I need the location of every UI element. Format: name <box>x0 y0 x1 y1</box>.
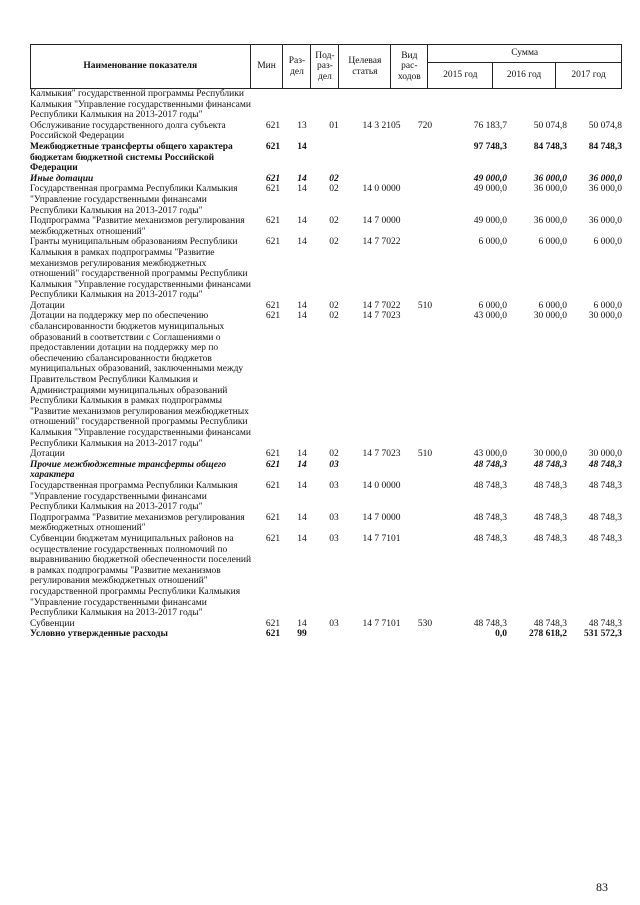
sum-2017-cell: 48 748,3 <box>588 618 622 629</box>
min-cell: 621 <box>265 216 281 227</box>
statya-cell <box>354 174 409 185</box>
statya-cell: 14 7 7023 <box>362 449 401 460</box>
sum-2016-cell: 48 748,3 <box>533 533 567 544</box>
sum-2016-cell: 36 000,0 <box>533 184 567 195</box>
statya-cell <box>354 629 409 640</box>
header-razdel: Раз-дел <box>283 45 311 89</box>
name: Дотации <box>30 449 65 460</box>
podrazdel-cell: 02 <box>329 184 339 195</box>
sum-2015-cell: 48 748,3 <box>473 533 507 544</box>
vid-cell <box>409 311 441 449</box>
podrazdel-cell: 03 <box>329 459 339 470</box>
name: Обслуживание государственного долга субъекта Российской Федерации <box>30 120 226 142</box>
sum-2016-cell: 48 748,3 <box>533 459 567 470</box>
name: Субвенции <box>30 618 75 629</box>
sum-2016-cell <box>507 89 567 121</box>
sum-2017-cell <box>567 89 622 121</box>
header-podrazdel: Под-раз-дел <box>311 45 339 89</box>
name: Подпрограмма "Развитие механизмов регулирования межбюджетных отношений" <box>30 216 245 237</box>
name: Дотации на поддержку мер по обеспечению сбалансированности бюджетов муниципальных образований в соответствии с Соглашениями о предоставлении дотации на поддержку мер по обеспечению сбалансированности бюджетов муниципальных образований, заключенными между Правительством Республики Калмыкия и Администрациями муниципальных образований Республики Калмыкия в рамках подпрограммы "Развитие механизмов регулирования межбюджетных отношений" государственной программы Республики Калмыкия "Управление государственными финансами Республики Калмыкия на 2013-2017 годы" <box>30 311 251 449</box>
sum-2017-cell: 30 000,0 <box>588 311 622 322</box>
vid-cell <box>409 460 441 481</box>
min-cell: 621 <box>265 311 281 322</box>
sum-2016-cell: 30 000,0 <box>533 311 567 322</box>
podrazdel-cell: 02 <box>329 300 339 311</box>
header-name: Наименование показателя <box>31 45 251 89</box>
table-row <box>30 237 622 301</box>
statya-cell: 14 3 2105 <box>362 120 401 131</box>
sum-2015-cell: 97 748,3 <box>473 141 507 152</box>
razdel-cell: 14 <box>297 311 307 322</box>
name: Условно утвержденные расходы <box>30 629 168 640</box>
statya-cell: 14 7 7101 <box>362 618 401 629</box>
sum-2015-cell <box>441 89 507 121</box>
sum-2016-cell: 50 074,8 <box>533 120 567 131</box>
table-row <box>30 121 622 142</box>
podrazdel-cell: 02 <box>329 237 339 248</box>
header-statya: Целевая статья <box>339 45 391 89</box>
header-2017: 2017 год <box>556 63 622 89</box>
vid-cell <box>409 629 441 640</box>
table-row <box>30 184 622 216</box>
sum-2015-cell: 49 000,0 <box>473 184 507 195</box>
statya-cell: 14 7 7023 <box>362 311 401 322</box>
table-row <box>30 481 622 513</box>
sum-2016-cell: 48 748,3 <box>533 512 567 523</box>
podrazdel-cell: 02 <box>329 216 339 227</box>
min-cell: 621 <box>265 512 281 523</box>
razdel-cell: 99 <box>297 629 307 640</box>
table-row <box>30 311 622 449</box>
podrazdel-cell: 03 <box>329 480 339 491</box>
razdel-cell: 14 <box>297 216 307 227</box>
vid-cell: 720 <box>417 120 433 131</box>
podrazdel-cell: 01 <box>329 120 339 131</box>
table-row <box>30 89 622 121</box>
podrazdel-cell <box>314 629 354 640</box>
table-row <box>30 301 622 312</box>
name: Калмыкия" государственной программы Республики Калмыкия "Управление государственными финансами Республики Калмыкия на 2013-2017 годы" <box>30 89 251 121</box>
sum-2015-cell: 6 000,0 <box>478 300 507 311</box>
vid-cell <box>409 237 441 301</box>
vid-cell <box>409 184 441 216</box>
min-cell: 621 <box>265 184 281 195</box>
min-cell: 621 <box>265 618 281 629</box>
sum-2016-cell: 6 000,0 <box>538 300 567 311</box>
name: Государственная программа Республики Калмыкия "Управление государственными финансами Республики Калмыкия на 2013-2017 годы" <box>30 184 238 216</box>
statya-cell <box>354 142 409 174</box>
statya-cell: 14 7 0000 <box>362 216 401 227</box>
table-row <box>30 216 622 237</box>
min-cell: 621 <box>265 533 281 544</box>
sum-2015-cell: 76 183,7 <box>473 120 507 131</box>
sum-2016-cell: 36 000,0 <box>533 173 567 184</box>
sum-2016-cell: 48 748,3 <box>533 480 567 491</box>
min-cell: 621 <box>265 237 281 248</box>
table-row <box>30 629 622 640</box>
page-number: 83 <box>596 880 608 894</box>
min-cell: 621 <box>265 629 281 640</box>
statya-cell: 14 7 7022 <box>362 237 401 248</box>
sum-2017-cell: 36 000,0 <box>588 216 622 227</box>
sum-2017-cell: 6 000,0 <box>593 300 622 311</box>
podrazdel-cell: 02 <box>329 449 339 460</box>
sum-2015-cell: 43 000,0 <box>473 449 507 460</box>
razdel-cell: 14 <box>297 533 307 544</box>
table-header <box>30 44 622 89</box>
razdel-cell: 14 <box>297 449 307 460</box>
header-2015: 2015 год <box>428 63 493 89</box>
statya-cell <box>354 89 409 121</box>
sum-2015-cell: 48 748,3 <box>473 512 507 523</box>
sum-2015-cell: 49 000,0 <box>473 173 507 184</box>
vid-cell <box>409 481 441 513</box>
statya-cell <box>354 460 409 481</box>
sum-2017-cell: 36 000,0 <box>588 173 622 184</box>
vid-cell: 510 <box>417 449 433 460</box>
table-row <box>30 513 622 534</box>
razdel-cell: 14 <box>297 173 307 184</box>
header-2016: 2016 год <box>493 63 556 89</box>
table-row <box>30 534 622 619</box>
table-row <box>30 460 622 481</box>
min-cell <box>256 89 290 121</box>
sum-2017-cell: 36 000,0 <box>588 184 622 195</box>
sum-2015-cell: 43 000,0 <box>473 311 507 322</box>
header-min: Мин <box>250 45 283 89</box>
sum-2017-cell: 48 748,3 <box>588 533 622 544</box>
podrazdel-cell: 03 <box>329 618 339 629</box>
razdel-cell: 14 <box>297 459 307 470</box>
razdel-cell: 14 <box>297 512 307 523</box>
table-row <box>30 142 622 174</box>
sum-2015-cell: 48 748,3 <box>473 480 507 491</box>
min-cell: 621 <box>265 300 281 311</box>
vid-cell <box>409 142 441 174</box>
min-cell: 621 <box>265 120 281 131</box>
sum-2017-cell: 531 572,3 <box>584 629 622 640</box>
table-row <box>30 619 622 630</box>
sum-2017-cell: 48 748,3 <box>588 459 622 470</box>
table-row <box>30 174 622 185</box>
statya-cell: 14 7 0000 <box>362 512 401 523</box>
vid-cell <box>409 174 441 185</box>
statya-cell: 14 0 0000 <box>362 480 401 491</box>
sum-2017-cell: 50 074,8 <box>588 120 622 131</box>
razdel-cell <box>290 89 314 121</box>
sum-2016-cell: 36 000,0 <box>533 216 567 227</box>
sum-2016-cell: 48 748,3 <box>533 618 567 629</box>
name: Иные дотации <box>30 173 94 184</box>
sum-2016-cell: 278 618,2 <box>529 629 567 640</box>
sum-2016-cell: 30 000,0 <box>533 449 567 460</box>
name: Дотации <box>30 300 65 311</box>
razdel-cell: 14 <box>297 141 307 152</box>
razdel-cell: 14 <box>297 618 307 629</box>
sum-2016-cell: 84 748,3 <box>533 141 567 152</box>
podrazdel-cell: 03 <box>329 512 339 523</box>
razdel-cell: 14 <box>297 480 307 491</box>
sum-2015-cell: 49 000,0 <box>473 216 507 227</box>
min-cell: 621 <box>265 459 281 470</box>
podrazdel-cell: 03 <box>329 533 339 544</box>
vid-cell <box>409 89 441 121</box>
name: Подпрограмма "Развитие механизмов регулирования межбюджетных отношений" <box>30 512 245 534</box>
sum-2015-cell: 48 748,3 <box>473 618 507 629</box>
podrazdel-cell: 02 <box>329 311 339 322</box>
name: Гранты муниципальным образованиям Республики Калмыкия в рамках подпрограммы "Развитие механизмов регулирования межбюджетных отношений" государственной программы Республики Калмыкия "Управление государственными финансами Республики Калмыкия на 2013-2017 годы" <box>30 237 251 301</box>
statya-cell: 14 0 0000 <box>362 184 401 195</box>
min-cell: 621 <box>265 141 281 152</box>
min-cell: 621 <box>265 480 281 491</box>
vid-cell <box>409 513 441 534</box>
header-vid: Вид рас-ходов <box>391 45 428 89</box>
header-summa: Сумма <box>428 45 622 63</box>
sum-2015-cell: 0,0 <box>495 629 507 640</box>
razdel-cell: 14 <box>297 300 307 311</box>
podrazdel-cell <box>314 142 354 174</box>
vid-cell <box>409 216 441 237</box>
sum-2016-cell: 6 000,0 <box>538 237 567 248</box>
table-body <box>30 89 622 640</box>
vid-cell: 510 <box>417 300 433 311</box>
name: Субвенции бюджетам муниципальных районов на осуществление государственных полномочий по выравниванию бюджетной обеспеченности поселений в рамках подпрограммы "Развитие механизмов регулирования межбюджетных отношений" государственной программы Республики Калмыкия "Управление государственными финансами Республики Калмыкия на 2013-2017 годы" <box>30 533 252 619</box>
razdel-cell: 14 <box>297 237 307 248</box>
name: Прочие межбюджетные трансферты общего характера <box>30 459 227 481</box>
podrazdel-cell <box>314 89 354 121</box>
table-row <box>30 449 622 460</box>
sum-2017-cell: 30 000,0 <box>588 449 622 460</box>
statya-cell: 14 7 7101 <box>362 533 401 544</box>
min-cell: 621 <box>265 173 281 184</box>
name: Государственная программа Республики Калмыкия "Управление государственными финансами Республики Калмыкия на 2013-2017 годы" <box>30 480 238 513</box>
name: Межбюджетные трансферты общего характера бюджетам бюджетной системы Российской Федерации <box>30 141 233 174</box>
razdel-cell: 14 <box>297 184 307 195</box>
sum-2017-cell: 6 000,0 <box>593 237 622 248</box>
statya-cell: 14 7 7022 <box>362 300 401 311</box>
razdel-cell: 13 <box>297 120 307 131</box>
vid-cell <box>409 534 441 619</box>
sum-2017-cell: 84 748,3 <box>588 141 622 152</box>
sum-2015-cell: 6 000,0 <box>478 237 507 248</box>
vid-cell: 530 <box>417 618 433 629</box>
sum-2017-cell: 48 748,3 <box>588 512 622 523</box>
podrazdel-cell: 02 <box>329 173 339 184</box>
sum-2017-cell: 48 748,3 <box>588 480 622 491</box>
sum-2015-cell: 48 748,3 <box>473 459 507 470</box>
min-cell: 621 <box>265 449 281 460</box>
